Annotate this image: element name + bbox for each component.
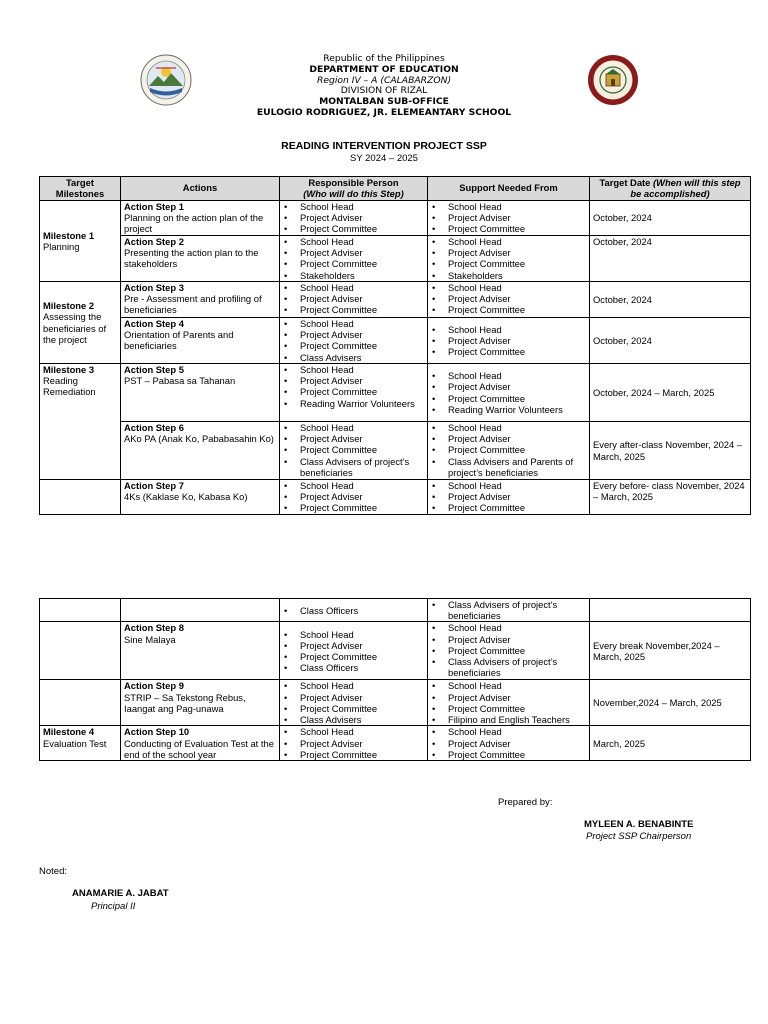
school-seal-icon: [587, 54, 639, 106]
list-item: • School Head: [431, 726, 586, 737]
target-date-cell: Every after-class November, 2024 – March, 2025: [590, 422, 751, 480]
milestone-cell-empty: [40, 480, 121, 515]
action-step-title: Action Step 3: [124, 282, 184, 293]
list-item: • Project Adviser: [283, 692, 424, 703]
list-item: • Project Committee: [431, 749, 586, 760]
action-step-desc: Orientation of Parents and beneficiaries: [124, 329, 234, 352]
target-date-cell: Every break November,2024 – March, 2025: [590, 622, 751, 680]
list-item: • Project Adviser: [431, 491, 586, 502]
list-item: • Project Committee: [283, 502, 424, 513]
action-step-title: Action Step 5: [124, 364, 184, 375]
milestone-title: Milestone 1: [43, 229, 95, 241]
header-responsible: [280, 177, 428, 201]
table-row: [40, 282, 751, 318]
support-cell: [428, 282, 590, 318]
table-row: [40, 622, 751, 680]
list-item: • School Head: [283, 318, 424, 329]
action-step-desc: PST – Pabasa sa Tahanan: [124, 375, 236, 387]
list-item: • Project Adviser: [283, 293, 424, 304]
list-item: • School Head: [283, 364, 424, 375]
action-cell: [121, 318, 280, 364]
document-title: READING INTERVENTION PROJECT SSP: [281, 140, 487, 152]
list-item: • Project Committee: [283, 386, 424, 397]
list-item: • School Head: [283, 726, 424, 737]
list-item: • Class Officers: [283, 662, 424, 673]
header-date-sub: (When will this step be accomplished): [630, 177, 741, 199]
list-item: • Reading Warrior Volunteers: [283, 398, 424, 409]
letterhead: [200, 54, 568, 119]
list-item: • Project Adviser: [283, 212, 424, 223]
action-cell: [121, 680, 280, 726]
list-item: • Project Adviser: [283, 640, 424, 651]
list-item: • Class Advisers and Parents of project’s beneficiaries: [431, 456, 586, 478]
action-step-desc: STRIP – Sa Tekstong Rebus, Iaangat ang Pag-unawa: [124, 691, 246, 714]
list-item: • Project Committee: [283, 223, 424, 234]
action-step-title: Action Step 1: [124, 201, 184, 212]
list-item: • Project Committee: [431, 346, 586, 357]
table-row: [40, 599, 751, 622]
list-item: • Class Officers: [283, 605, 424, 616]
milestone-cell: [40, 282, 121, 364]
responsible-cell: [280, 680, 428, 726]
responsible-cell: [280, 201, 428, 236]
action-step-title: Action Step 6: [124, 422, 184, 433]
list-item: • Stakeholders: [283, 270, 424, 281]
action-step-title: Action Step 9: [124, 680, 184, 692]
header-target-milestones: Target Milestones: [40, 177, 121, 201]
action-cell: [121, 422, 280, 480]
header-responsible-label: Responsible Person: [308, 177, 399, 188]
responsible-cell: [280, 480, 428, 515]
target-date-cell-empty: [590, 599, 751, 622]
department-line: DEPARTMENT OF EDUCATION: [309, 63, 459, 75]
table-row: [40, 364, 751, 422]
support-cell: [428, 236, 590, 282]
list-item: • Project Adviser: [283, 375, 424, 386]
list-item: • Class Advisers of project’s beneficiaries: [431, 656, 586, 678]
header-target-date: [590, 177, 751, 201]
list-item: • Project Adviser: [431, 692, 586, 703]
milestone-cell-empty: [40, 599, 121, 622]
list-item: • School Head: [431, 282, 586, 293]
list-item: • Project Adviser: [283, 329, 424, 340]
list-item: • Project Committee: [431, 223, 586, 234]
responsible-cell: [280, 236, 428, 282]
milestone-cell: [40, 201, 121, 282]
support-cell: [428, 201, 590, 236]
division-line: DIVISION OF RIZAL: [340, 85, 428, 97]
support-cell: [428, 422, 590, 480]
list-item: • School Head: [431, 622, 586, 633]
list-item: • School Head: [431, 201, 586, 212]
table-row: [40, 680, 751, 726]
list-item: • School Head: [283, 282, 424, 293]
responsible-cell: [280, 364, 428, 422]
action-cell: [121, 201, 280, 236]
action-cell: [121, 480, 280, 515]
target-date-cell: October, 2024: [590, 318, 751, 364]
responsible-cell: [280, 422, 428, 480]
action-step-desc: Sine Malaya: [124, 633, 176, 645]
list-item: • School Head: [283, 480, 424, 491]
responsible-cell: [280, 282, 428, 318]
school-year: SY 2024 – 2025: [350, 153, 418, 164]
milestone-cell-empty: [40, 622, 121, 680]
list-item: • Project Adviser: [431, 634, 586, 645]
target-date-cell: Every before- class November, 2024 – March, 2025: [590, 480, 751, 515]
list-item: • Project Committee: [283, 651, 424, 662]
table-row: [40, 318, 751, 364]
milestone-cell-empty: [40, 680, 121, 726]
action-step-title: Action Step 2: [124, 236, 184, 247]
action-step-desc: AKo PA (Anak Ko, Pababasahin Ko): [124, 433, 274, 445]
list-item: • Project Committee: [431, 444, 586, 455]
action-plan-table: [39, 176, 751, 515]
list-item: • Project Adviser: [431, 212, 586, 223]
sub-office-line: MONTALBAN SUB-OFFICE: [319, 96, 449, 108]
table-header-row: [40, 177, 751, 201]
list-item: • Reading Warrior Volunteers: [431, 404, 586, 415]
target-date-cell: March, 2025: [590, 726, 751, 761]
support-cell: [428, 480, 590, 515]
list-item: • Project Adviser: [431, 738, 586, 749]
list-item: • Project Committee: [431, 703, 586, 714]
list-item: • Project Committee: [283, 340, 424, 351]
noted-by-name: ANAMARIE A. JABAT: [72, 888, 169, 899]
list-item: • School Head: [431, 370, 586, 381]
action-step-desc: Pre - Assessment and profiling of beneficiaries: [124, 293, 262, 316]
milestone-title: Milestone 3: [43, 364, 95, 375]
action-plan-table-continued: [39, 598, 751, 761]
header-responsible-sub: (Who will do this Step): [303, 187, 404, 199]
list-item: • Project Adviser: [283, 247, 424, 258]
action-step-title: Action Step 7: [124, 480, 184, 491]
school-name-line: EULOGIO RODRIGUEZ, JR. ELEMEANTARY SCHOOL: [256, 106, 512, 118]
list-item: • Project Committee: [431, 304, 586, 315]
list-item: • School Head: [283, 422, 424, 433]
list-item: • Stakeholders: [431, 270, 586, 281]
milestone-desc: Evaluation Test: [43, 737, 107, 749]
action-cell: [121, 622, 280, 680]
list-item: • Project Adviser: [431, 433, 586, 444]
action-step-desc: Presenting the action plan to the stakeholders: [124, 247, 259, 270]
action-step-title: Action Step 4: [124, 318, 184, 329]
table-row: [40, 480, 751, 515]
responsible-cell: [280, 599, 428, 622]
list-item: • Class Advisers: [283, 714, 424, 725]
list-item: • Project Committee: [283, 703, 424, 714]
target-date-cell: November,2024 – March, 2025: [590, 680, 751, 726]
table-row: [40, 201, 751, 236]
milestone-desc: Planning: [43, 241, 80, 252]
list-item: • School Head: [283, 629, 424, 640]
action-cell-empty: [121, 599, 280, 622]
prepared-by-title: Project SSP Chairperson: [586, 831, 692, 842]
target-date-cell: October, 2024: [590, 282, 751, 318]
table-row: [40, 422, 751, 480]
target-date-cell: October, 2024 – March, 2025: [590, 364, 751, 422]
milestone-title: Milestone 2: [43, 300, 95, 312]
list-item: • Class Advisers of project’s beneficiaries: [283, 456, 424, 478]
action-step-desc: Conducting of Evaluation Test at the end of the school year: [124, 737, 274, 760]
list-item: • School Head: [431, 480, 586, 491]
list-item: • Project Committee: [283, 304, 424, 315]
target-date-cell: October, 2024: [590, 201, 751, 236]
action-cell: [121, 726, 280, 761]
list-item: • Project Adviser: [431, 247, 586, 258]
list-item: • Project Committee: [431, 645, 586, 656]
list-item: • Project Committee: [431, 502, 586, 513]
list-item: • School Head: [283, 680, 424, 691]
list-item: • Project Committee: [283, 444, 424, 455]
support-cell: [428, 599, 590, 622]
table-row: [40, 236, 751, 282]
support-cell: [428, 622, 590, 680]
list-item: • School Head: [283, 236, 424, 247]
list-item: • School Head: [431, 680, 586, 691]
action-step-desc: 4Ks (Kaklase Ko, Kabasa Ko): [124, 491, 248, 503]
list-item: • Project Committee: [431, 258, 586, 269]
deped-seal-icon: [140, 54, 192, 106]
list-item: • Project Adviser: [431, 381, 586, 392]
list-item: • Project Adviser: [283, 491, 424, 502]
list-item: • Project Committee: [283, 749, 424, 760]
responsible-cell: [280, 726, 428, 761]
action-step-title: Action Step 10: [124, 726, 190, 738]
region-line: Region IV – A (CALABARZON): [316, 74, 452, 86]
milestone-title: Milestone 4: [43, 726, 95, 738]
milestone-desc: Reading Remediation: [43, 375, 96, 398]
list-item: • School Head: [431, 422, 586, 433]
action-cell: [121, 236, 280, 282]
support-cell: [428, 680, 590, 726]
action-step-desc: Planning on the action plan of the project: [124, 212, 264, 235]
list-item: • Class Advisers: [283, 352, 424, 363]
list-item: • School Head: [431, 236, 586, 247]
list-item: • Project Committee: [431, 393, 586, 404]
responsible-cell: [280, 318, 428, 364]
list-item: • Project Adviser: [283, 433, 424, 444]
header-actions: Actions: [121, 177, 280, 201]
milestone-cell: [40, 364, 121, 480]
action-cell: [121, 282, 280, 318]
list-item: • Project Adviser: [431, 293, 586, 304]
table-row: [40, 726, 751, 761]
header-date-label: Target Date: [599, 177, 651, 188]
list-item: • Project Committee: [283, 258, 424, 269]
list-item: • Project Adviser: [283, 738, 424, 749]
action-cell: [121, 364, 280, 422]
list-item: • School Head: [431, 324, 586, 335]
prepared-by-label: Prepared by:: [498, 797, 553, 808]
republic-line: Republic of the Philippines: [323, 53, 445, 64]
milestone-cell: [40, 726, 121, 761]
noted-label: Noted:: [39, 866, 67, 877]
prepared-by-name: MYLEEN A. BENABINTE: [584, 819, 694, 830]
target-date-cell: October, 2024: [590, 236, 751, 282]
header-support: Support Needed From: [428, 177, 590, 201]
responsible-cell: [280, 622, 428, 680]
noted-by-title: Principal II: [91, 901, 136, 912]
list-item: • Filipino and English Teachers: [431, 714, 586, 725]
support-cell: [428, 318, 590, 364]
support-cell: [428, 726, 590, 761]
milestone-desc: Assessing the beneficiaries of the project: [43, 311, 107, 345]
action-step-title: Action Step 8: [124, 622, 184, 634]
support-cell: [428, 364, 590, 422]
list-item: • Class Advisers of project’s beneficiaries: [431, 599, 586, 621]
list-item: • Project Adviser: [431, 335, 586, 346]
list-item: • School Head: [283, 201, 424, 212]
